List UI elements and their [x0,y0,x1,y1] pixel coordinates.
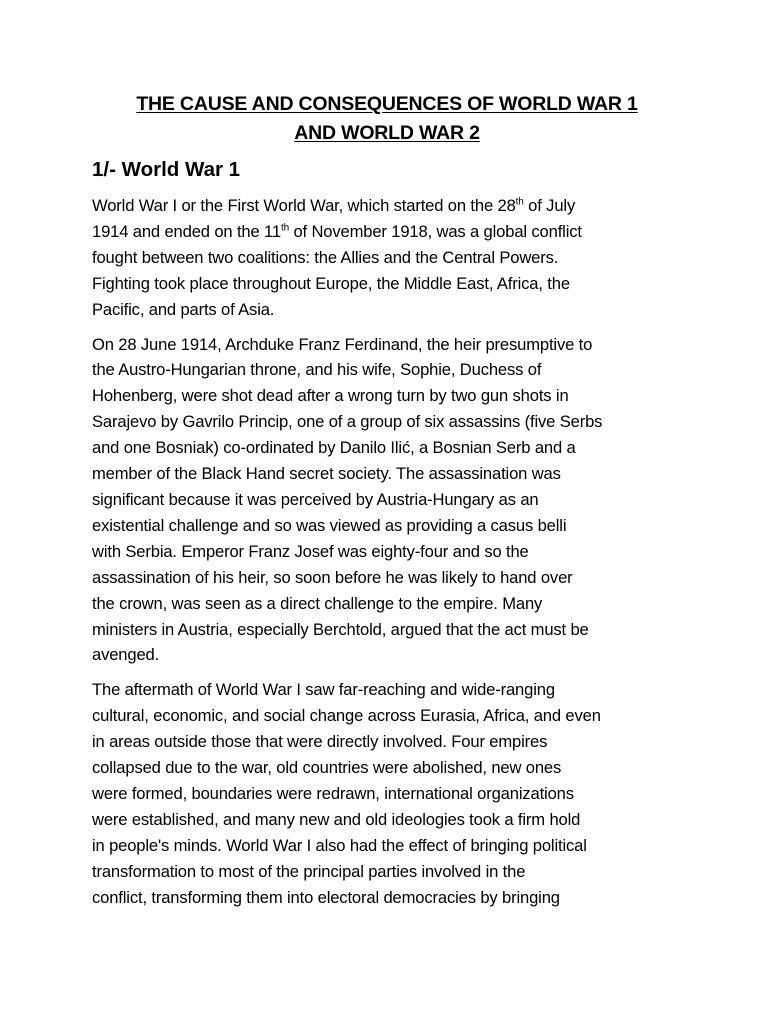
paragraph-3-line: in areas outside those that were directly involved. Four empires [92,732,548,752]
document-title-line-2: AND WORLD WAR 2 [294,122,480,144]
paragraph-2-line: the Austro-Hungarian throne, and his wife, Sophie, Duchess of [92,360,542,380]
paragraph-1-line: Pacific, and parts of Asia. [92,299,275,319]
paragraph-3-line: conflict, transforming them into electoral democracies by bringing [92,887,560,907]
paragraph-3 [92,677,682,910]
paragraph-2-line: ministers in Austria, especially Berchtold, argued that the act must be [92,619,589,639]
superscript: th [280,222,289,234]
paragraph-2-line: and one Bosniak) co-ordinated by Danilo Ilić, a Bosnian Serb and a [92,438,576,458]
paragraph-2-line: significant because it was perceived by Austria-Hungary as an [92,489,539,509]
paragraph-3-line: transformation to most of the principal parties involved in the [92,861,526,881]
paragraph-3-line: in people's minds. World War I also had the effect of bringing political [92,835,587,855]
paragraph-2-line: Hohenberg, were shot dead after a wrong turn by two gun shots in [92,386,569,406]
paragraph-1-line: Fighting took place throughout Europe, the Middle East, Africa, the [92,273,570,293]
paragraph-2-line: On 28 June 1914, Archduke Franz Ferdinand, the heir presumptive to [92,334,593,354]
text-segment: of November 1918, was a global conflict [289,221,582,241]
paragraph-3-line: were established, and many new and old ideologies took a firm hold [92,809,581,829]
document-page [92,90,682,910]
paragraph-1-line: fought between two coalitions: the Allies and the Central Powers. [92,247,559,267]
paragraph-3-line: The aftermath of World War I saw far-reaching and wide-ranging [92,680,555,700]
text-segment: World War I or the First World War, which started on the 28 [92,196,516,215]
paragraph-1-line [92,193,682,219]
paragraph-3-line: were formed, boundaries were redrawn, international organizations [92,783,574,803]
paragraph-2-line: Sarajevo by Gavrilo Princip, one of a group of six assassins (five Serbs [92,412,603,432]
document-title-line-1: THE CAUSE AND CONSEQUENCES OF WORLD WAR 1 [136,93,638,115]
paragraph-2-line: with Serbia. Emperor Franz Josef was eighty-four and so the [92,541,529,561]
paragraph-1 [92,193,682,323]
document-title [92,90,682,148]
text-segment: of July [523,196,576,215]
paragraph-3-line: cultural, economic, and social change across Eurasia, Africa, and even [92,706,601,726]
paragraph-2-line: avenged. [92,645,160,665]
text-segment: 1914 and ended on the 11 [92,221,281,241]
section-heading: 1/- World War 1 [92,158,241,181]
paragraph-2-line: assassination of his heir, so soon before he was likely to hand over [92,567,573,587]
paragraph-2-line: the crown, was seen as a direct challenge to the empire. Many [92,593,543,613]
paragraph-2 [92,332,682,669]
paragraph-2-line: existential challenge and so was viewed as providing a casus belli [92,515,567,535]
paragraph-3-line: collapsed due to the war, old countries were abolished, new ones [92,758,562,778]
superscript: th [515,196,524,208]
paragraph-1-line [92,219,682,245]
paragraph-2-line: member of the Black Hand secret society. The assassination was [92,464,561,484]
